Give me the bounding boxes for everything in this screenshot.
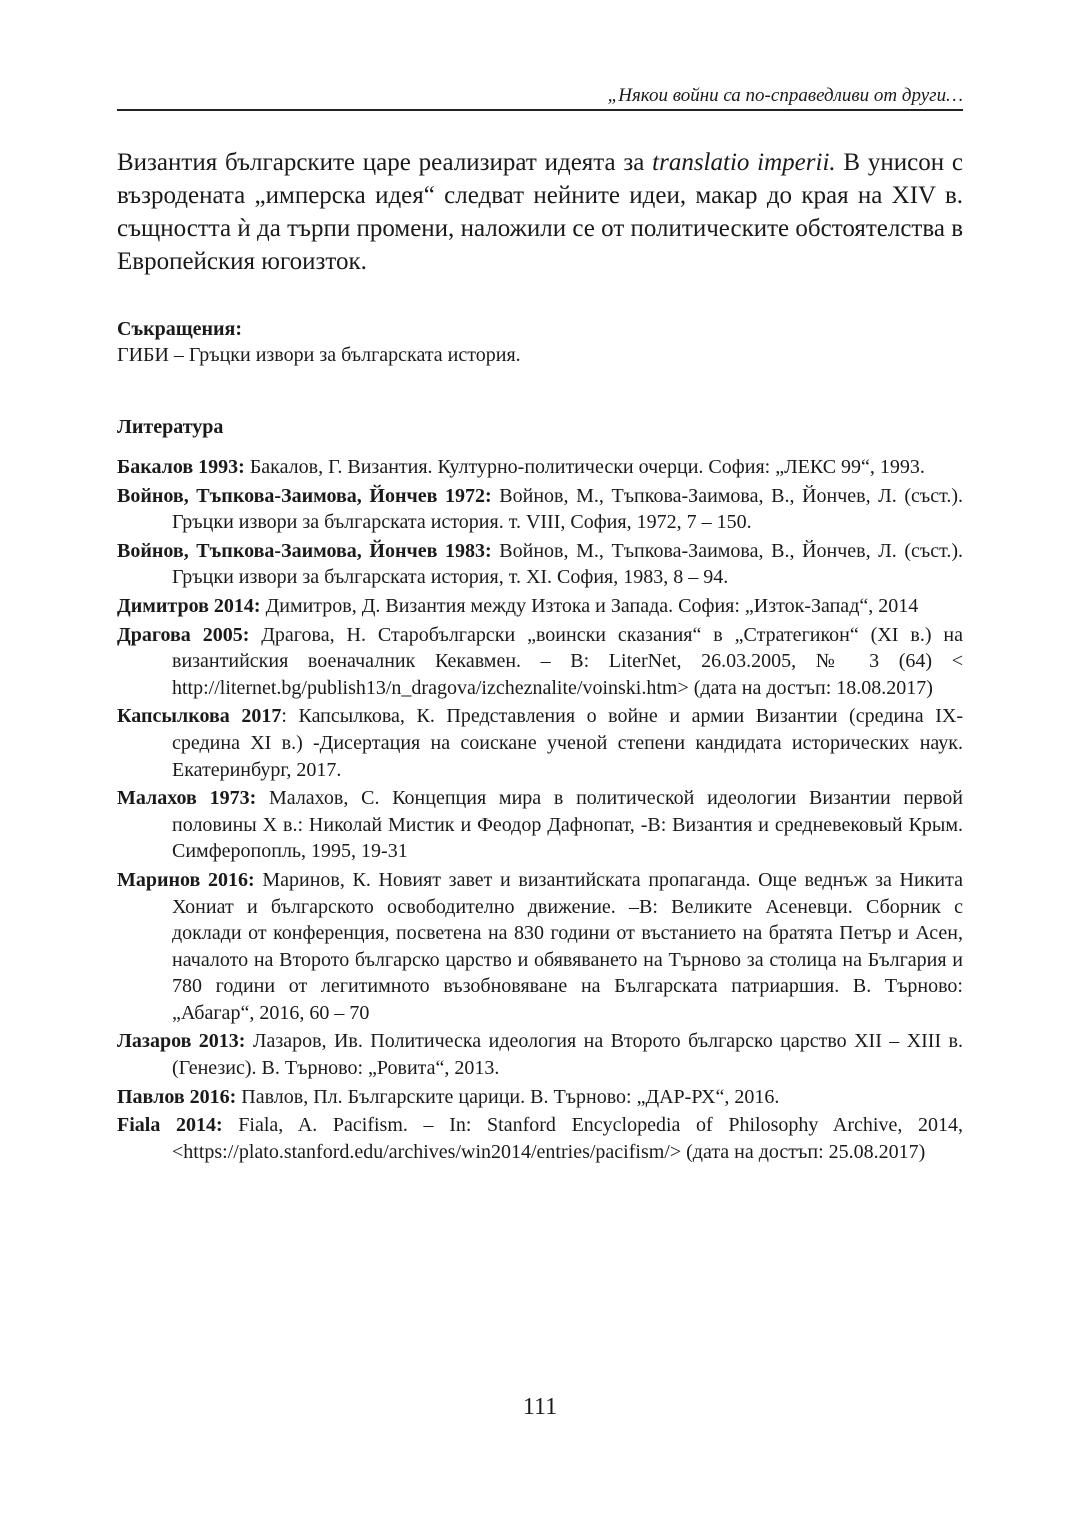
reference-list: [117, 454, 963, 1167]
reference-text: Павлов, Пл. Българските царици. В. Търново: „ДАР-РХ“, 2016.: [236, 1085, 780, 1108]
header-rule: [117, 109, 963, 111]
reference-item: [117, 867, 963, 1027]
reference-text: Fiala, A. Pacifism. – In: Stanford Encyclopedia of Philosophy Archive, 2014, <https://plato.stanford.edu/archives/win2014/entries/pacifism/> (дата на достъп: 25.08.2017): [172, 1114, 963, 1163]
reference-key: Драгова 2005:: [117, 623, 250, 646]
reference-item: [117, 1112, 963, 1165]
reference-text: Маринов, К. Новият завет и византийската пропаганда. Още веднъж за Никита Хониат и българското освободително движение. –В: Великите Асеневци. Сборник с доклади от конференция, посветена на 830 години от въстанието на братята Петър и Асен, началото на Второто българско царство и обявяването на Търново за столица на България и 780 години от легитимното възобновяване на Българската патриаршия. В. Търново: „Абагар“, 2016, 60 – 70: [172, 868, 963, 1024]
reference-item: [117, 483, 963, 536]
reference-text: Драгова, Н. Старобългарски „воински сказания“ в „Стратегикон“ (XI в.) на византийския военачалник Кекавмен. – В: LiterNet, 26.03.2005, № 3 (64) < http://liternet.bg/publish13/n_dragova/izcheznalite/voinski.htm> (дата на достъп: 18.08.2017): [172, 623, 963, 699]
reference-key: Маринов 2016:: [117, 868, 255, 891]
reference-text: Войнов, М., Тъпкова-Заимова, В., Йончев, Л. (съст.). Гръцки извори за българската история, т. XI. София, 1983, 8 – 94.: [172, 539, 964, 589]
reference-item: [117, 703, 963, 783]
reference-key: Малахов 1973:: [117, 787, 257, 810]
reference-key: Лазаров 2013:: [117, 1030, 246, 1053]
reference-text: Димитров, Д. Византия между Изтока и Запада. София: „Изток-Запад“, 2014: [260, 594, 919, 617]
intro-paragraph: [117, 146, 963, 278]
reference-key: Димитров 2014:: [117, 594, 261, 617]
reference-item: [117, 1084, 963, 1111]
reference-text: : Капсылкова, К. Представления о войне и армии Византии (средина IX- средина XI в.) -Дисертация на соискане ученой степени кандидата исторических наук. Екатеринбург, 2017.: [172, 705, 963, 781]
page-number: 111: [522, 1394, 558, 1420]
reference-item: [117, 538, 963, 591]
reference-text: Бакалов, Г. Византия. Културно-политически очерци. София: „ЛЕКС 99“, 1993.: [244, 456, 925, 478]
intro-text-after: В унисон с възродената „имперска идея“ следват нейните идеи, макар до края на XIV в. същността ѝ да търпи промени, наложили се от политическите обстоятелства в Европейския югоизток.: [117, 149, 963, 275]
reference-key: Fiala 2014:: [117, 1114, 223, 1137]
abbreviations-text: ГИБИ – Гръцки извори за българската история.: [117, 344, 521, 366]
running-head: „Някои войни са по-справедливи от други…: [607, 85, 963, 106]
reference-key: Бакалов 1993:: [117, 456, 245, 478]
reference-item: [117, 593, 963, 620]
reference-key: Капсылкова 2017: [117, 705, 282, 728]
page: [117, 0, 963, 1538]
reference-text: Войнов, М., Тъпкова-Заимова, В., Йончев, Л. (съст.). Гръцки извори за българската история. т. VIII, София, 1972, 7 – 150.: [172, 484, 964, 534]
reference-text: Малахов, С. Концепция мира в политической идеологии Византии первой половины X в.: Николай Мистик и Феодор Дафнопат, -В: Византия и средневековый Крым. Симферопопль, 1995, 19-31: [172, 787, 963, 863]
reference-key: Войнов, Тъпкова-Заимова, Йончев 1983:: [117, 539, 492, 562]
reference-key: Павлов 2016:: [117, 1085, 237, 1108]
intro-text-before: Византия българските царе реализират идеята за: [117, 149, 653, 176]
literature-heading: Литература: [117, 416, 224, 438]
intro-latin-term: translatio imperii.: [652, 149, 836, 176]
reference-text: Лазаров, Ив. Политическа идеология на Второто българско царство XII – XIII в. (Генезис). В. Търново: „Ровита“, 2013.: [172, 1030, 963, 1080]
reference-key: Войнов, Тъпкова-Заимова, Йончев 1972:: [117, 484, 492, 507]
reference-item: [117, 454, 963, 481]
abbreviations-heading: Съкращения:: [117, 318, 243, 340]
reference-item: [117, 1028, 963, 1081]
reference-item: [117, 785, 963, 865]
reference-item: [117, 622, 963, 702]
